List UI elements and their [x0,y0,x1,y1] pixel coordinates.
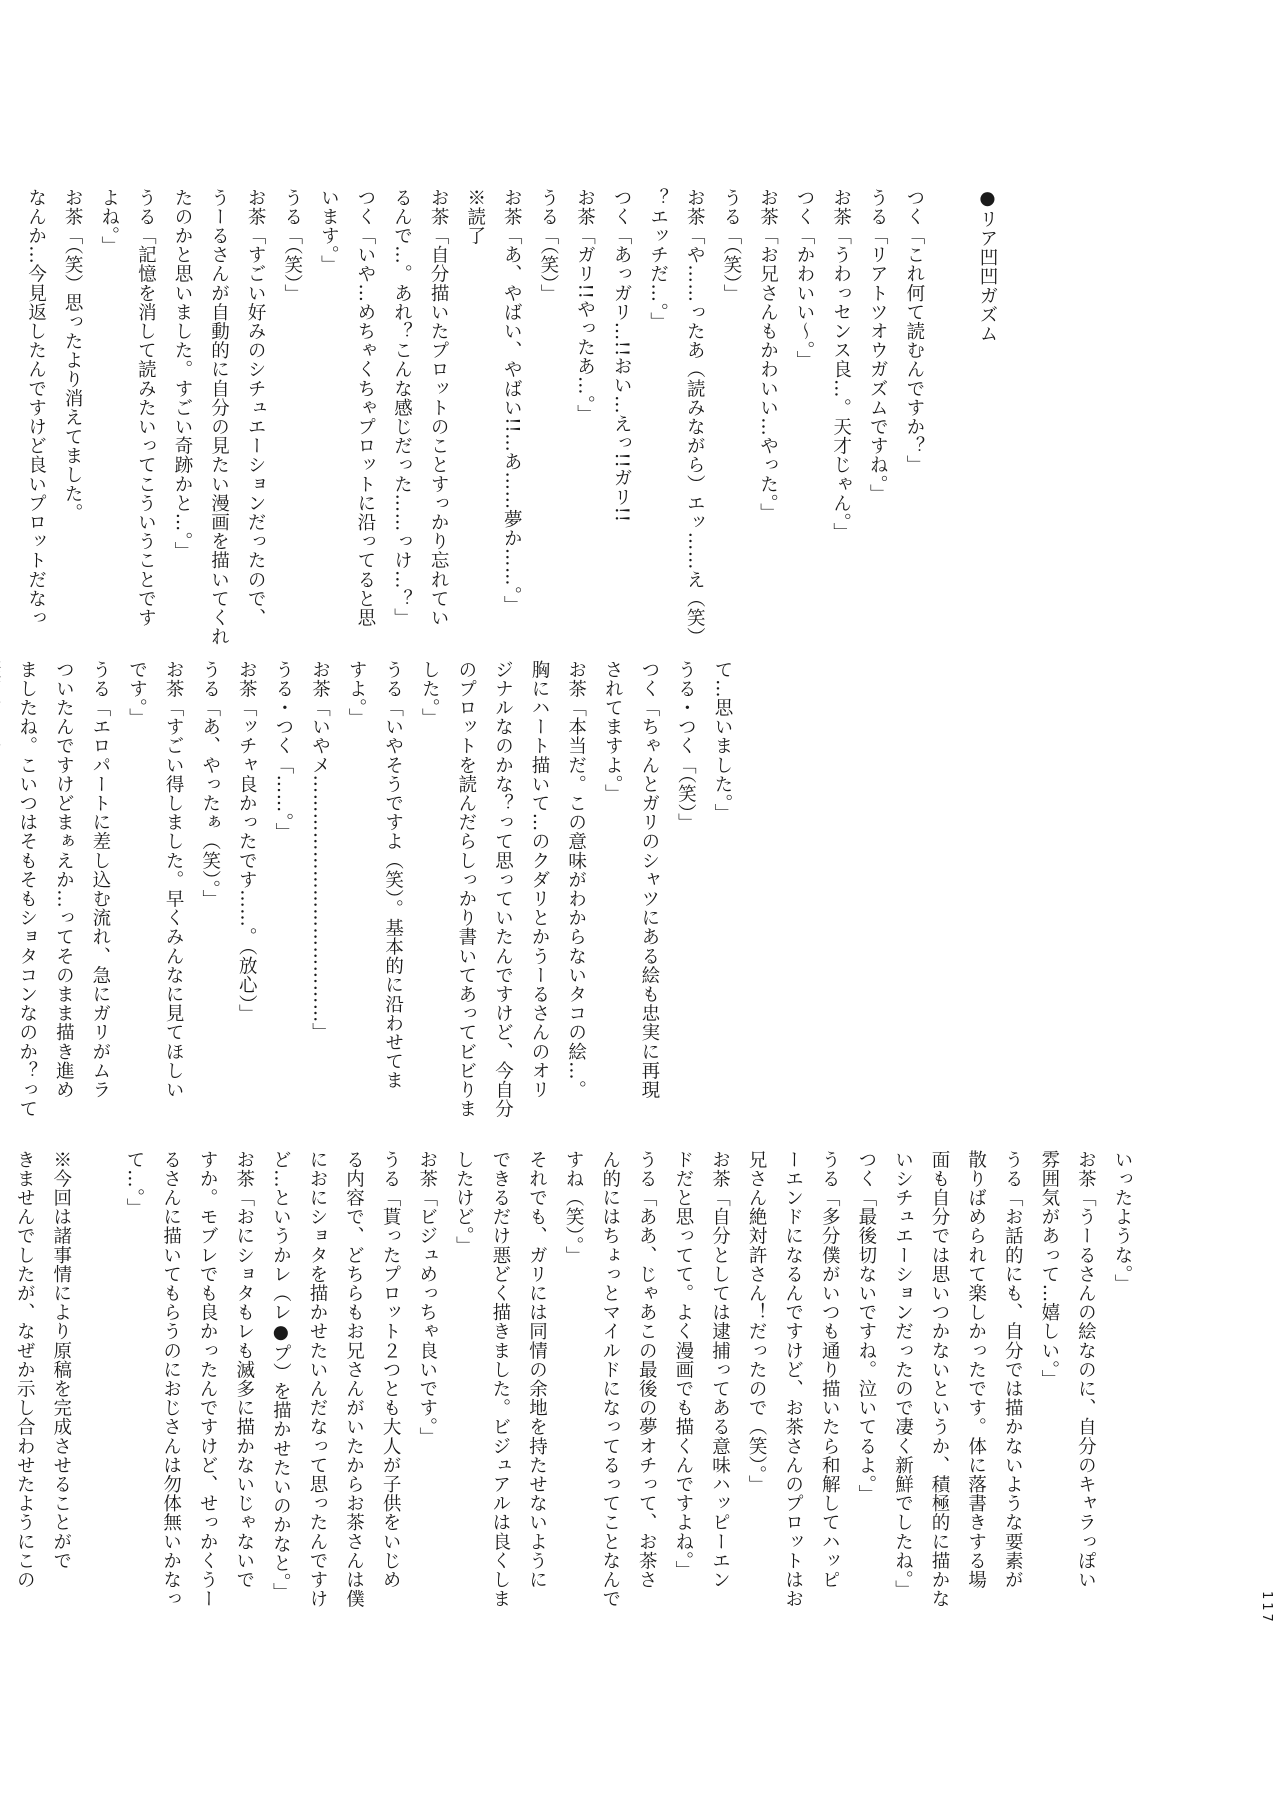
text-line: るんで…。あれ？こんな感じだった……っけ…？」 [391,188,413,628]
text-line: る内容で、どちらもお兄さんがいたからお茶さんは僕 [343,1150,365,1609]
text-line: お茶「ビジュめっちゃ良いです。」 [416,1150,438,1447]
text-line: お茶「自分としては逮捕ってある意味ハッピーエン [709,1150,731,1590]
text-line: ど…というかレ（レ●プ）を描かせたいのかなと。」 [270,1150,292,1602]
text-line: つく「これ何て読むんですか？」 [903,188,925,475]
text-line: お茶「（笑）思ったより消えてました。 [62,188,84,523]
text-line: うる「リアトツオウガズムですね。」 [867,188,889,504]
text-line [932,188,969,668]
text-line: ※今回は諸事情により原稿を完成させることがで [50,1150,72,1571]
text-line: うる「（笑）」 [720,188,742,304]
text-block-middle [0,660,740,1119]
text-line: のプロットを読んだらしっかり書いてあってビビりま [455,660,477,1119]
text-line [0,660,8,1110]
text-line: お茶「自分描いたプロットのことすっかり忘れてい [428,188,450,628]
text-line: 面も自分では思いつかないというか、積極的に描かな [929,1150,951,1609]
text-line: うる・つく「（笑）」 [675,660,697,833]
text-line: うる「多分僕がいつも通り描いたら和解してハッピ [819,1150,841,1590]
text-line: うーるさんが自動的に自分の見たい漫画を描いてくれ [208,188,230,647]
text-line: ドだと思ってて。よく漫画でも描くんですよね。」 [672,1150,694,1581]
text-line: お茶「うわっセンス良…。天才じゃん。」 [830,188,852,542]
text-line: です。」 [126,660,148,728]
text-line: お茶「おにショタもレも滅多に描かないじゃないで [233,1150,255,1590]
text-line: いったような。」 [1112,1150,1133,1294]
text-line: つく「かわいい〜。」 [794,188,816,370]
text-line: お茶「ッチャ良かったです……。（放心）」 [236,660,258,1024]
text-line: お茶「すごい好みのシチュエーションだったので、 [245,188,267,628]
text-line: うる「エロパートに差し込む流れ、急にガリがムラ [89,660,111,1100]
text-line: したけど。」 [453,1150,475,1256]
text-line: それでも、ガリには同情の余地を持たせないように [526,1150,548,1590]
text-block-bottom [0,1150,1140,1640]
text-line: うる・つく「……。」 [272,660,294,842]
text-line [79,1150,116,1640]
text-line: 雰囲気があって…嬉しい。」 [1038,1150,1060,1390]
text-line: 胸にハート描いて…のクダリとかうーるさんのオリ [529,660,551,1100]
text-line: お茶「あ、やばい、やばい!!…あ……夢か……。」 [501,188,523,616]
page-number: 117 [1259,1591,1274,1625]
text-line: お茶「すごい得しました。早くみんなに見てほしい [163,660,185,1100]
text-line: うる「記憶を消して読みたいってこういうことです [135,188,157,628]
text-line: ジナルなのかな？って思っていたんですけど、今自分 [492,660,514,1119]
text-line: されてますよ。」 [602,660,624,804]
text-line: すよ。」 [346,660,368,728]
text-line: におにショタを描かせたいんだなって思ったんですけ [306,1150,328,1609]
text-line: できるだけ悪どく描きました。ビジュアルは良くしま [489,1150,511,1609]
text-line: て…。」 [123,1150,145,1218]
text-line: ついたんですけどまぁえか…ってそのまま描き進め [53,660,75,1100]
text-line: お茶「うーるさんの絵なのに、自分のキャラっぽい [1075,1150,1097,1590]
text-line: すね（笑）。」 [563,1150,585,1266]
text-line: 散りばめられて楽しかったです。体に落書きする場 [965,1150,987,1590]
text-line: うる「お話的にも、自分では描かないような要素が [1002,1150,1024,1590]
text-line: うる「いやそうですよ（笑）。基本的に沿わせてま [382,660,404,1091]
text-line: て…思いました。」 [712,660,733,823]
text-line: うる「（笑）」 [537,188,559,304]
text-line: お茶「お兄さんもかわいい…やった。」 [757,188,779,523]
text-line [0,1150,6,1640]
text-line: お茶「や……ったあ（読みながら）エッ……え（笑） [684,188,706,647]
text-line: います。」 [318,188,340,275]
text-line: ましたね。こいつはそもそもショタコンなのか？って [16,660,38,1119]
text-line: るさんに描いてもらうのにおじさんは勿体無いかなっ [160,1150,182,1609]
text-line: なんか…今見返したんですけど良いプロットだなっ [25,188,47,628]
text-line: ●リア凹凹ガズム [977,188,998,344]
text-line: お茶「本当だ。この意味がわからないタコの絵…。 [565,660,587,1100]
text-line: いシチュエーションだったので凄く新鮮でしたね。」 [892,1150,914,1600]
text-line: ※読了 [464,188,486,246]
text-line: 兄さん絶対許さん！だったので（笑）。」 [746,1150,768,1495]
text-line: つく「あっガリ…!!おい…えっ!!ガリ!! [611,188,633,523]
text-line: つく「いや…めちゃくちゃプロットに沿ってると思 [354,188,376,628]
text-block-top [17,188,1005,668]
text-line: お茶「ガリ!!やったあ…。」 [574,188,596,425]
text-line: ん的にはちょっとマイルドになってるってことなんで [599,1150,621,1609]
text-line: お茶「いやメ…………………………………」 [309,660,331,1042]
text-line: よね。」 [98,188,120,256]
text-line: うる「ああ、じゃあこの最後の夢オチって、お茶さ [636,1150,658,1590]
text-line: つく「最後切ないですね。泣いてるよ。」 [855,1150,877,1504]
text-line: ーエンドになるんですけど、お茶さんのプロットはお [782,1150,804,1609]
text-line: きませんでしたが、なぜか示し合わせたようにこの [14,1150,36,1590]
text-line: した。」 [419,660,441,728]
text-line: うる「貰ったプロット２つとも大人が子供をいじめ [380,1150,402,1590]
text-line: すか。モブレでも良かったんですけど、せっかくうー [197,1150,219,1609]
text-line: つく「ちゃんとガリのシャツにある絵も忠実に再現 [638,660,660,1100]
text-line: ？エッチだ…。」 [647,188,669,332]
text-line: たのかと思いました。すごい奇跡かと…。」 [171,188,193,561]
text-line: うる「（笑）」 [281,188,303,304]
text-line: うる「あ、やったぁ（笑）。」 [199,660,221,909]
